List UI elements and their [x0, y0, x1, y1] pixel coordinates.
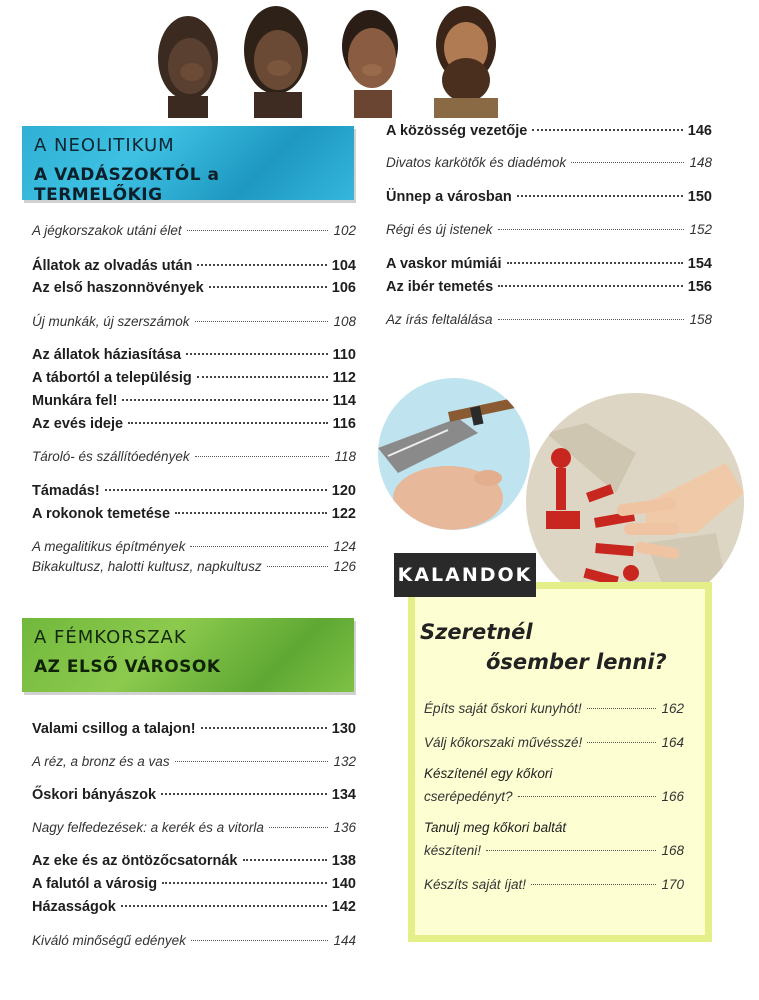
toc-entry-page: 154 — [687, 256, 712, 272]
hominid-portrait-icon — [418, 0, 514, 118]
dot-leader — [175, 512, 327, 514]
toc-entry-page: 134 — [331, 787, 356, 803]
toc-entry[interactable] — [32, 482, 356, 500]
toc-entry-page: 140 — [331, 876, 356, 892]
toc-entry-title: Állatok az olvadás után — [32, 258, 193, 274]
dot-leader — [269, 827, 329, 828]
dot-leader — [532, 129, 683, 131]
section-banner-metal — [22, 618, 354, 692]
toc-entry-title: Munkára fel! — [32, 393, 118, 409]
toc-entry[interactable] — [32, 505, 356, 523]
hominid-portrait-icon — [148, 0, 228, 118]
adventure-entry[interactable] — [424, 842, 684, 860]
toc-entry[interactable] — [32, 753, 356, 771]
adventure-entry-title: Válj kőkorszaki művésszé! — [424, 735, 583, 750]
toc-entry-title: Tároló- és szállítóedények — [32, 449, 190, 464]
dot-leader — [122, 399, 327, 401]
section-title-line2: AZ ELSŐ VÁROSOK — [34, 657, 221, 677]
adventure-entry-title-line1[interactable]: Készítenél egy kőkori — [424, 766, 553, 781]
toc-entry[interactable] — [32, 819, 356, 837]
toc-entry[interactable] — [386, 311, 712, 329]
toc-entry-page: 152 — [689, 222, 712, 237]
toc-entry-page: 156 — [687, 279, 712, 295]
dot-leader — [571, 162, 684, 163]
dot-leader — [587, 708, 657, 709]
toc-entry-page: 106 — [331, 280, 356, 296]
toc-entry[interactable] — [32, 720, 356, 738]
toc-entry[interactable] — [386, 154, 712, 172]
toc-entry-title: A megalitikus építmények — [32, 539, 186, 554]
hominid-portrait-3 — [330, 0, 412, 118]
toc-entry-title: Ünnep a városban — [386, 189, 512, 205]
toc-entry-page: 122 — [331, 506, 356, 522]
adventure-entry-page: 168 — [661, 843, 684, 858]
feather-arrow-icon — [378, 378, 530, 530]
adventure-entry-page: 164 — [661, 735, 684, 750]
toc-entry-title: Új munkák, új szerszámok — [32, 314, 190, 329]
toc-entry[interactable] — [386, 188, 712, 206]
dot-leader — [498, 319, 685, 320]
toc-entry-title: A falutól a városig — [32, 876, 158, 892]
toc-entry-page: 142 — [331, 899, 356, 915]
toc-entry[interactable] — [32, 786, 356, 804]
toc-entry-title: Támadás! — [32, 483, 100, 499]
section-banner-neolithic — [22, 126, 354, 205]
dot-leader — [209, 286, 327, 288]
toc-entry[interactable] — [32, 558, 356, 576]
toc-entry[interactable] — [32, 279, 356, 297]
toc-entry-title: Az első haszonnövények — [32, 280, 204, 296]
toc-entry-page: 112 — [332, 370, 356, 386]
dot-leader — [507, 262, 683, 264]
adventure-entry-title: készíteni! — [424, 843, 482, 858]
toc-entry[interactable] — [32, 538, 356, 556]
adventure-entry-title: Építs saját őskori kunyhót! — [424, 701, 582, 716]
toc-entry-title: Az ibér temetés — [386, 279, 494, 295]
toc-entry-page: 118 — [334, 449, 356, 464]
toc-entry-page: 102 — [333, 223, 356, 238]
hominid-portrait-icon — [330, 0, 412, 118]
hominid-portrait-4 — [418, 0, 514, 118]
dot-leader — [243, 859, 327, 861]
toc-entry[interactable] — [32, 875, 356, 893]
section-title-line2: A VADÁSZOKTÓL a TERMELŐKIG — [34, 165, 220, 205]
adventure-entry-page: 166 — [661, 789, 684, 804]
section-title-line1: A FÉMKORSZAK — [34, 627, 187, 648]
toc-entry-title: Kiváló minőségű edények — [32, 933, 186, 948]
toc-entry[interactable] — [32, 415, 356, 433]
adventure-entry-page: 162 — [661, 701, 684, 716]
dot-leader — [121, 905, 327, 907]
toc-entry-title: A közösség vezetője — [386, 123, 528, 139]
toc-entry-page: 130 — [331, 721, 356, 737]
adventure-entry[interactable] — [424, 734, 684, 752]
adventures-title-line2: ősember lenni? — [486, 650, 667, 674]
dot-leader — [105, 489, 327, 491]
toc-entry[interactable] — [386, 122, 712, 140]
adventure-entry[interactable] — [424, 788, 684, 806]
toc-entry-page: 116 — [332, 416, 356, 432]
toc-entry-page: 158 — [689, 312, 712, 327]
dot-leader — [498, 285, 683, 287]
hominid-portrait-icon — [232, 0, 320, 118]
dot-leader — [498, 229, 685, 230]
section-title-line1: A NEOLITIKUM — [34, 135, 175, 156]
toc-entry[interactable] — [32, 369, 356, 387]
toc-entry-page: 124 — [333, 539, 356, 554]
toc-entry-page: 108 — [333, 314, 356, 329]
toc-entry-page: 148 — [689, 155, 712, 170]
toc-entry[interactable] — [32, 313, 356, 331]
toc-entry-page: 110 — [332, 347, 356, 363]
toc-entry-page: 132 — [333, 754, 356, 769]
toc-entry[interactable] — [32, 448, 356, 466]
toc-entry[interactable] — [386, 278, 712, 296]
toc-entry-title: Az evés ideje — [32, 416, 124, 432]
hominid-portrait-1 — [148, 0, 228, 118]
dot-leader — [190, 546, 328, 547]
toc-entry-title: A tábortól a településig — [32, 370, 192, 386]
adventure-entry[interactable] — [424, 876, 684, 894]
toc-entry-page: 114 — [332, 393, 356, 409]
toc-entry[interactable] — [32, 852, 356, 870]
toc-entry-title: Divatos karkötők és diadémok — [386, 155, 567, 170]
adventure-entry-title-line1[interactable]: Tanulj meg kőkori baltát — [424, 820, 567, 835]
toc-entry[interactable] — [32, 257, 356, 275]
toc-entry-title: Valami csillog a talajon! — [32, 721, 196, 737]
dot-leader — [197, 264, 326, 266]
dot-leader — [267, 566, 329, 567]
dot-leader — [517, 195, 683, 197]
toc-entry-title: A rokonok temetése — [32, 506, 171, 522]
toc-entry-page: 120 — [331, 483, 356, 499]
toc-entry-page: 104 — [331, 258, 356, 274]
dot-leader — [187, 230, 329, 231]
toc-entry-page: 144 — [333, 933, 356, 948]
dot-leader — [186, 353, 328, 355]
toc-entry-title: Őskori bányászok — [32, 787, 157, 803]
toc-entry-title: Az állatok háziasítása — [32, 347, 182, 363]
dot-leader — [195, 456, 330, 457]
toc-entry[interactable] — [32, 898, 356, 916]
dot-leader — [191, 940, 329, 941]
feather-arrow-photo — [378, 378, 530, 530]
dot-leader — [162, 882, 327, 884]
toc-entry-page: 126 — [333, 559, 356, 574]
dot-leader — [587, 742, 656, 743]
dot-leader — [197, 376, 328, 378]
toc-entry-title: Az írás feltalálása — [386, 312, 493, 327]
toc-entry-title: A vaskor múmiái — [386, 256, 502, 272]
toc-entry[interactable] — [32, 392, 356, 410]
dot-leader — [128, 422, 328, 424]
adventure-entry-title: cserépedényt? — [424, 789, 513, 804]
adventure-entry-page: 170 — [661, 877, 684, 892]
dot-leader — [175, 761, 329, 762]
toc-entry-title: Nagy felfedezések: a kerék és a vitorla — [32, 820, 264, 835]
dot-leader — [161, 793, 327, 795]
dot-leader — [531, 884, 656, 885]
toc-entry[interactable] — [386, 255, 712, 273]
hand-print-icon — [526, 393, 744, 611]
toc-entry[interactable] — [32, 222, 356, 240]
adventure-entry-title: Készíts saját íjat! — [424, 877, 527, 892]
toc-entry-page: 146 — [687, 123, 712, 139]
adventure-entry[interactable] — [424, 700, 684, 718]
toc-entry-page: 136 — [333, 820, 356, 835]
adventures-tag: KALANDOK — [394, 553, 536, 597]
toc-entry-page: 150 — [687, 189, 712, 205]
adventures-title-line1: Szeretnél — [420, 620, 533, 644]
toc-entry-title: Az eke és az öntözőcsatornák — [32, 853, 238, 869]
hand-paint-photo — [526, 393, 744, 611]
toc-entry-title: Régi és új istenek — [386, 222, 493, 237]
dot-leader — [195, 321, 329, 322]
dot-leader — [518, 796, 657, 797]
toc-entry[interactable] — [386, 221, 712, 239]
toc-entry-title: Bikakultusz, halotti kultusz, napkultusz — [32, 559, 262, 574]
toc-entry[interactable] — [32, 346, 356, 364]
toc-entry-title: Házasságok — [32, 899, 116, 915]
toc-entry-title: A jégkorszakok utáni élet — [32, 223, 182, 238]
toc-entry[interactable] — [32, 932, 356, 950]
dot-leader — [486, 850, 656, 851]
dot-leader — [201, 727, 327, 729]
toc-entry-page: 138 — [331, 853, 356, 869]
hominid-portrait-2 — [232, 0, 320, 118]
toc-entry-title: A réz, a bronz és a vas — [32, 754, 170, 769]
